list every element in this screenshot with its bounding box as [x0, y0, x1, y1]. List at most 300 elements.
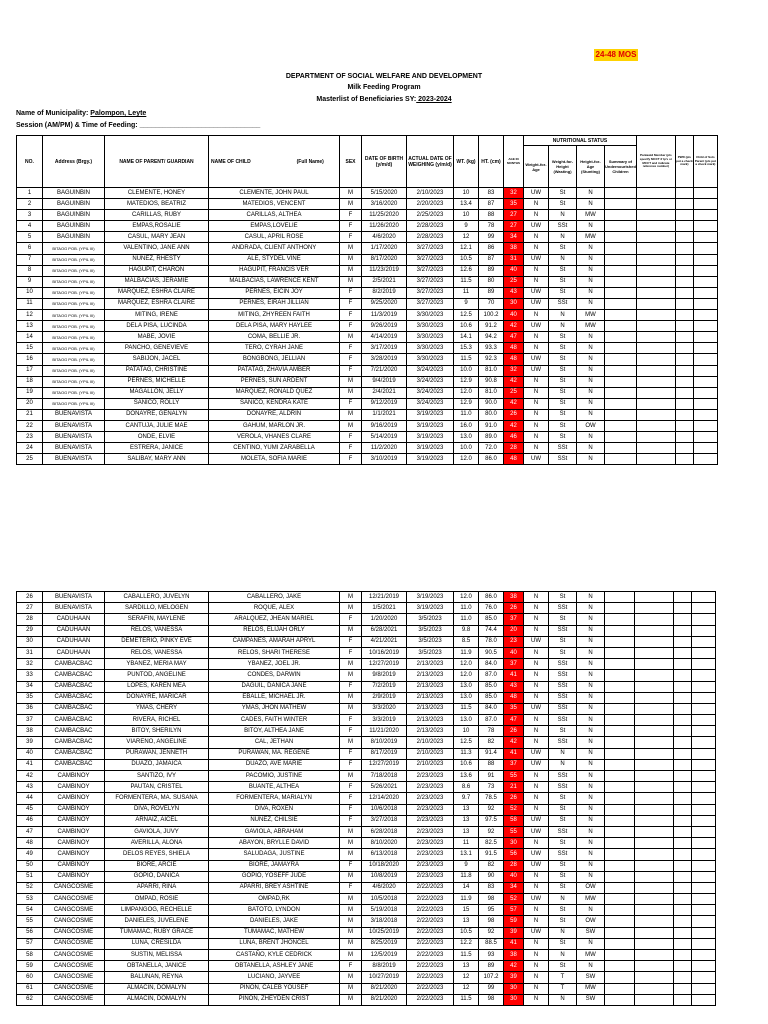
- row-dob: 5/14/2019: [362, 432, 407, 443]
- row-ht: 91: [479, 771, 504, 782]
- row-wfa: UW: [524, 748, 549, 759]
- row-weighing: 3/19/2023: [407, 603, 454, 614]
- row-wfh: N: [549, 759, 577, 770]
- row-child: BIORE, JAMAYRA: [209, 860, 340, 871]
- row-address: CAMBINOY: [43, 782, 105, 793]
- row-dob: 7/2/2019: [362, 681, 407, 692]
- table-row: [17, 826, 716, 837]
- row-no: 50: [17, 860, 43, 871]
- row-address: CAMBINOY: [43, 826, 105, 837]
- row-wfa: N: [524, 983, 549, 994]
- row-wfh: SSt: [549, 737, 577, 748]
- row-sex: M: [340, 199, 362, 210]
- row-child: EBALLE, MICHAEL JR.: [209, 692, 340, 703]
- row-dob: 8/21/2020: [362, 983, 407, 994]
- blank-pantawid: [636, 287, 675, 298]
- row-hfa: N: [577, 265, 605, 276]
- row-sex: F: [340, 793, 362, 804]
- row-wfh: SSt: [549, 454, 577, 465]
- row-hfa: N: [577, 715, 605, 726]
- row-wt: 16.0: [454, 420, 479, 431]
- blank-solo-parent: [693, 221, 717, 232]
- table-body-page2: [17, 592, 716, 1006]
- row-child: MITING, ZHYREEN FAITH: [209, 310, 340, 321]
- row-wt: 13.0: [454, 432, 479, 443]
- row-no: 8: [17, 265, 43, 276]
- blank-solo-parent: [693, 232, 717, 243]
- blank-solo-parent: [692, 950, 716, 961]
- table-row: [17, 726, 716, 737]
- row-no: 47: [17, 826, 43, 837]
- row-parent: BITOY, SHERILYN: [105, 726, 209, 737]
- row-weighing: 2/23/2023: [407, 793, 454, 804]
- row-wfh: SSt: [549, 221, 577, 232]
- table-row: [17, 287, 718, 298]
- row-address: CAMBACBAC: [43, 659, 105, 670]
- row-wfa: N: [524, 804, 549, 815]
- row-wfh: SSt: [549, 849, 577, 860]
- row-wfh: St: [549, 905, 577, 916]
- row-sex: F: [340, 232, 362, 243]
- beneficiaries-table-page2: [16, 591, 716, 1006]
- blank-summary: [605, 298, 637, 309]
- row-no: 31: [17, 647, 43, 658]
- table-row: [17, 737, 716, 748]
- blank-pwd: [674, 916, 692, 927]
- blank-pwd: [674, 994, 692, 1005]
- row-no: 52: [17, 882, 43, 893]
- row-no: 20: [17, 398, 43, 409]
- masterlist-title: [0, 96, 768, 103]
- row-wfh: St: [549, 398, 577, 409]
- row-sex: M: [340, 938, 362, 949]
- row-age: 42: [504, 376, 524, 387]
- row-dob: 4/21/2021: [362, 636, 407, 647]
- row-wt: 13: [454, 804, 479, 815]
- row-age: 38: [504, 950, 524, 961]
- blank-summary: [605, 849, 635, 860]
- blank-pwd: [675, 387, 693, 398]
- blank-summary: [605, 647, 635, 658]
- row-hfa: N: [577, 647, 605, 658]
- row-no: 16: [17, 354, 43, 365]
- row-wfh: N: [549, 321, 577, 332]
- blank-pwd: [674, 894, 692, 905]
- blank-solo-parent: [693, 276, 717, 287]
- row-wfa: UW: [524, 298, 549, 309]
- row-wt: 12: [454, 232, 479, 243]
- row-child: PURAWAN, MA. REGENE: [209, 748, 340, 759]
- row-hfa: N: [577, 376, 605, 387]
- blank-summary: [605, 210, 637, 221]
- col-pwd: PWD (pls put a check mark): [675, 136, 693, 188]
- row-wt: 11.0: [454, 409, 479, 420]
- row-wfa: N: [524, 409, 549, 420]
- row-parent: SANICO, ROLLY: [105, 398, 209, 409]
- row-child: EMPAS,LOVELIE: [209, 221, 340, 232]
- session-value: _______________________________: [139, 122, 261, 129]
- row-dob: 12/27/2019: [362, 759, 407, 770]
- row-ht: 74.4: [479, 625, 504, 636]
- blank-solo-parent: [692, 782, 716, 793]
- row-address: CAMBACBAC: [43, 681, 105, 692]
- row-wfh: St: [549, 636, 577, 647]
- row-no: 23: [17, 432, 43, 443]
- row-child: CASUL, APRIL ROSE: [209, 232, 340, 243]
- row-dob: 10/27/2019: [362, 972, 407, 983]
- row-hfa: SW: [577, 994, 605, 1005]
- blank-pwd: [674, 938, 692, 949]
- row-wfh: N: [549, 950, 577, 961]
- col-address: Address (Brgy.): [43, 136, 105, 188]
- row-parent: GOPIO, DANICA: [105, 871, 209, 882]
- blank-summary: [605, 804, 635, 815]
- row-wfa: N: [524, 871, 549, 882]
- row-wt: 9: [454, 221, 479, 232]
- blank-pwd: [674, 905, 692, 916]
- table-row: [17, 636, 716, 647]
- blank-pwd: [674, 614, 692, 625]
- row-age: 26: [504, 726, 524, 737]
- row-address: CAMBACBAC: [43, 748, 105, 759]
- blank-pwd: [675, 254, 693, 265]
- row-child: PERNES, EICIN JOY: [209, 287, 340, 298]
- col-age: AGE IN MONTHS: [504, 136, 524, 188]
- row-sex: F: [340, 354, 362, 365]
- row-wfh: SSt: [549, 681, 577, 692]
- row-sex: M: [340, 916, 362, 927]
- row-dob: 10/16/2019: [362, 647, 407, 658]
- row-wfa: N: [524, 432, 549, 443]
- row-weighing: 2/20/2023: [407, 199, 454, 210]
- table-row: [17, 254, 718, 265]
- blank-pwd: [674, 804, 692, 815]
- blank-pwd: [675, 232, 693, 243]
- row-address: CAMBACBAC: [43, 670, 105, 681]
- blank-summary: [605, 983, 635, 994]
- table-row: [17, 420, 718, 431]
- row-no: 51: [17, 871, 43, 882]
- row-parent: LUNA, CRESILDA: [105, 938, 209, 949]
- row-ht: 92.3: [479, 354, 504, 365]
- row-weighing: 3/19/2023: [407, 443, 454, 454]
- blank-summary: [605, 354, 637, 365]
- row-address: BITAOG POB. (YPIL III): [43, 298, 105, 309]
- blank-pantawid: [636, 454, 675, 465]
- row-wfh: St: [549, 420, 577, 431]
- blank-pantawid: [636, 199, 675, 210]
- row-address: CAMBACBAC: [43, 726, 105, 737]
- row-age: 23: [504, 636, 524, 647]
- row-wfa: N: [524, 737, 549, 748]
- row-wt: 11.5: [454, 950, 479, 961]
- row-hfa: N: [577, 815, 605, 826]
- blank-pantawid: [635, 737, 674, 748]
- row-no: 33: [17, 670, 43, 681]
- blank-solo-parent: [693, 332, 717, 343]
- col-no: NO.: [17, 136, 43, 188]
- row-dob: 6/28/2018: [362, 826, 407, 837]
- row-wt: 11.5: [454, 703, 479, 714]
- row-weighing: 2/13/2023: [407, 726, 454, 737]
- row-weighing: 2/22/2023: [407, 961, 454, 972]
- row-wt: 13.0: [454, 692, 479, 703]
- row-ht: 91.2: [479, 321, 504, 332]
- row-wt: 11.5: [454, 994, 479, 1005]
- row-child: BATOTO, LYNDON: [209, 905, 340, 916]
- row-sex: M: [340, 376, 362, 387]
- blank-solo-parent: [692, 726, 716, 737]
- row-wfh: St: [549, 409, 577, 420]
- blank-summary: [605, 221, 637, 232]
- row-sex: M: [340, 420, 362, 431]
- row-age: 56: [504, 849, 524, 860]
- blank-pantawid: [636, 398, 675, 409]
- row-weighing: 2/13/2023: [407, 659, 454, 670]
- row-ht: 93.3: [479, 343, 504, 354]
- row-wt: 12: [454, 983, 479, 994]
- blank-summary: [605, 276, 637, 287]
- row-age: 43: [504, 681, 524, 692]
- row-no: 28: [17, 614, 43, 625]
- row-wfh: SSt: [549, 771, 577, 782]
- row-parent: MALBACIAS, JERAMIE: [105, 276, 209, 287]
- blank-solo-parent: [693, 199, 717, 210]
- table-row: [17, 692, 716, 703]
- row-hfa: SW: [577, 927, 605, 938]
- row-child: BUANTE, ALTHEA: [209, 782, 340, 793]
- row-dob: 4/6/2020: [362, 232, 407, 243]
- row-wt: 12.1: [454, 243, 479, 254]
- blank-pantawid: [635, 592, 674, 603]
- row-age: 40: [504, 265, 524, 276]
- blank-pantawid: [636, 365, 675, 376]
- blank-pantawid: [636, 409, 675, 420]
- blank-pwd: [674, 961, 692, 972]
- blank-solo-parent: [692, 659, 716, 670]
- blank-solo-parent: [692, 737, 716, 748]
- col-sex: SEX: [340, 136, 362, 188]
- blank-pantawid: [635, 894, 674, 905]
- row-parent: APARRI, RINA: [105, 882, 209, 893]
- row-ht: 80: [479, 276, 504, 287]
- row-wfh: St: [549, 726, 577, 737]
- blank-summary: [605, 398, 637, 409]
- row-wt: 12.6: [454, 265, 479, 276]
- blank-solo-parent: [692, 983, 716, 994]
- row-hfa: N: [577, 826, 605, 837]
- row-weighing: 2/22/2023: [407, 916, 454, 927]
- row-hfa: N: [577, 454, 605, 465]
- row-age: 30: [504, 994, 524, 1005]
- row-sex: F: [340, 365, 362, 376]
- row-age: 42: [504, 321, 524, 332]
- blank-pantawid: [636, 276, 675, 287]
- row-wt: 15.3: [454, 343, 479, 354]
- row-wfh: St: [549, 592, 577, 603]
- row-no: 19: [17, 387, 43, 398]
- blank-solo-parent: [692, 894, 716, 905]
- row-weighing: 3/5/2023: [407, 614, 454, 625]
- row-wfh: SSt: [549, 826, 577, 837]
- row-dob: 8/17/2019: [362, 748, 407, 759]
- row-no: 40: [17, 748, 43, 759]
- row-sex: F: [340, 815, 362, 826]
- row-address: CANGCOSME: [43, 882, 105, 893]
- row-dob: 6/28/2021: [362, 625, 407, 636]
- row-sex: M: [340, 265, 362, 276]
- row-dob: 8/17/2020: [362, 254, 407, 265]
- row-weighing: 3/30/2023: [407, 321, 454, 332]
- blank-summary: [605, 994, 635, 1005]
- row-parent: VALENTINO, JANE ANN: [105, 243, 209, 254]
- row-hfa: N: [577, 343, 605, 354]
- table-row: [17, 983, 716, 994]
- row-child: CABALLERO, JAKE: [209, 592, 340, 603]
- row-wt: 11: [454, 838, 479, 849]
- table-row: [17, 748, 716, 759]
- row-wfa: UW: [524, 354, 549, 365]
- row-no: 1: [17, 188, 43, 199]
- row-weighing: 3/19/2023: [407, 432, 454, 443]
- blank-summary: [605, 894, 635, 905]
- blank-solo-parent: [692, 748, 716, 759]
- row-hfa: N: [577, 670, 605, 681]
- row-age: 48: [504, 454, 524, 465]
- row-ht: 78: [479, 221, 504, 232]
- row-ht: 98: [479, 916, 504, 927]
- row-wfa: N: [524, 659, 549, 670]
- row-no: 43: [17, 782, 43, 793]
- blank-solo-parent: [692, 860, 716, 871]
- blank-summary: [605, 748, 635, 759]
- row-parent: MARQUEZ, ESHRA CLAIRE: [105, 287, 209, 298]
- table-row: [17, 647, 716, 658]
- row-sex: M: [340, 670, 362, 681]
- row-wfh: St: [549, 871, 577, 882]
- row-age: 34: [504, 882, 524, 893]
- table-row: [17, 332, 718, 343]
- blank-pantawid: [635, 961, 674, 972]
- blank-summary: [605, 332, 637, 343]
- blank-solo-parent: [693, 432, 717, 443]
- blank-pantawid: [636, 321, 675, 332]
- blank-pantawid: [635, 950, 674, 961]
- row-address: BITAOG POB. (YPIL III): [43, 332, 105, 343]
- blank-summary: [605, 726, 635, 737]
- table-row: [17, 243, 718, 254]
- blank-solo-parent: [692, 994, 716, 1005]
- age-range-tag: 24-48 MOS: [595, 50, 637, 59]
- blank-pantawid: [636, 210, 675, 221]
- blank-solo-parent: [692, 647, 716, 658]
- blank-pwd: [675, 221, 693, 232]
- blank-pantawid: [635, 703, 674, 714]
- row-weighing: 3/24/2023: [407, 398, 454, 409]
- row-ht: 87: [479, 254, 504, 265]
- blank-summary: [605, 365, 637, 376]
- row-child: CASTAÑO, KYLE CEDRICK: [209, 950, 340, 961]
- row-hfa: N: [577, 276, 605, 287]
- row-no: 39: [17, 737, 43, 748]
- row-no: 6: [17, 243, 43, 254]
- table-row: [17, 849, 716, 860]
- row-child: ALE, STYDEL VINE: [209, 254, 340, 265]
- blank-solo-parent: [693, 343, 717, 354]
- municipality-label: Name of Municipality:: [16, 110, 89, 117]
- blank-summary: [605, 432, 637, 443]
- row-dob: 3/3/2019: [362, 715, 407, 726]
- blank-pwd: [675, 287, 693, 298]
- blank-solo-parent: [692, 703, 716, 714]
- row-wt: 11.3: [454, 748, 479, 759]
- row-wfa: UW: [524, 254, 549, 265]
- row-weighing: 2/23/2023: [407, 804, 454, 815]
- row-wfh: N: [549, 210, 577, 221]
- row-sex: F: [340, 454, 362, 465]
- program-title: Milk Feeding Program: [347, 84, 421, 91]
- col-wt: WT. (kg): [454, 136, 479, 188]
- row-wfh: St: [549, 387, 577, 398]
- row-dob: 8/10/2020: [362, 838, 407, 849]
- row-address: CAMBACBAC: [43, 737, 105, 748]
- row-child: DUAZO, AVE MARIE: [209, 759, 340, 770]
- row-age: 37: [504, 759, 524, 770]
- row-address: CAMBINOY: [43, 804, 105, 815]
- row-age: 26: [504, 409, 524, 420]
- row-wfh: St: [549, 243, 577, 254]
- row-parent: DEMETERIO, PINKY EVE: [105, 636, 209, 647]
- blank-summary: [605, 692, 635, 703]
- blank-summary: [605, 950, 635, 961]
- row-wfh: N: [549, 254, 577, 265]
- row-sex: F: [340, 882, 362, 893]
- row-age: 31: [504, 254, 524, 265]
- row-parent: MARQUEZ, ESHRA CLAIRE: [105, 298, 209, 309]
- row-age: 48: [504, 354, 524, 365]
- row-wfa: N: [524, 793, 549, 804]
- row-parent: RIVERA, RICHEL: [105, 715, 209, 726]
- row-wfh: T: [549, 983, 577, 994]
- row-child: OBTANELLA, ASHLEY JANE: [209, 961, 340, 972]
- row-wfh: N: [549, 894, 577, 905]
- row-hfa: N: [577, 387, 605, 398]
- row-ht: 81.0: [479, 387, 504, 398]
- row-wfa: N: [524, 343, 549, 354]
- row-address: CANGCOSME: [43, 961, 105, 972]
- row-parent: SERAFIN, MAYLENE: [105, 614, 209, 625]
- blank-pwd: [674, 592, 692, 603]
- row-hfa: N: [577, 860, 605, 871]
- blank-summary: [605, 759, 635, 770]
- blank-summary: [605, 882, 635, 893]
- row-weighing: 3/5/2023: [407, 636, 454, 647]
- blank-solo-parent: [692, 826, 716, 837]
- blank-pwd: [674, 771, 692, 782]
- row-no: 30: [17, 636, 43, 647]
- blank-solo-parent: [693, 265, 717, 276]
- row-address: BUENAVISTA: [43, 603, 105, 614]
- row-hfa: N: [577, 592, 605, 603]
- row-child: LUNA, BRENT JHONCEL: [209, 938, 340, 949]
- row-weighing: 3/27/2023: [407, 276, 454, 287]
- row-dob: 10/8/2019: [362, 871, 407, 882]
- row-ht: 82: [479, 737, 504, 748]
- row-ht: 91.5: [479, 849, 504, 860]
- row-sex: M: [340, 871, 362, 882]
- row-ht: 89: [479, 265, 504, 276]
- row-ht: 78: [479, 726, 504, 737]
